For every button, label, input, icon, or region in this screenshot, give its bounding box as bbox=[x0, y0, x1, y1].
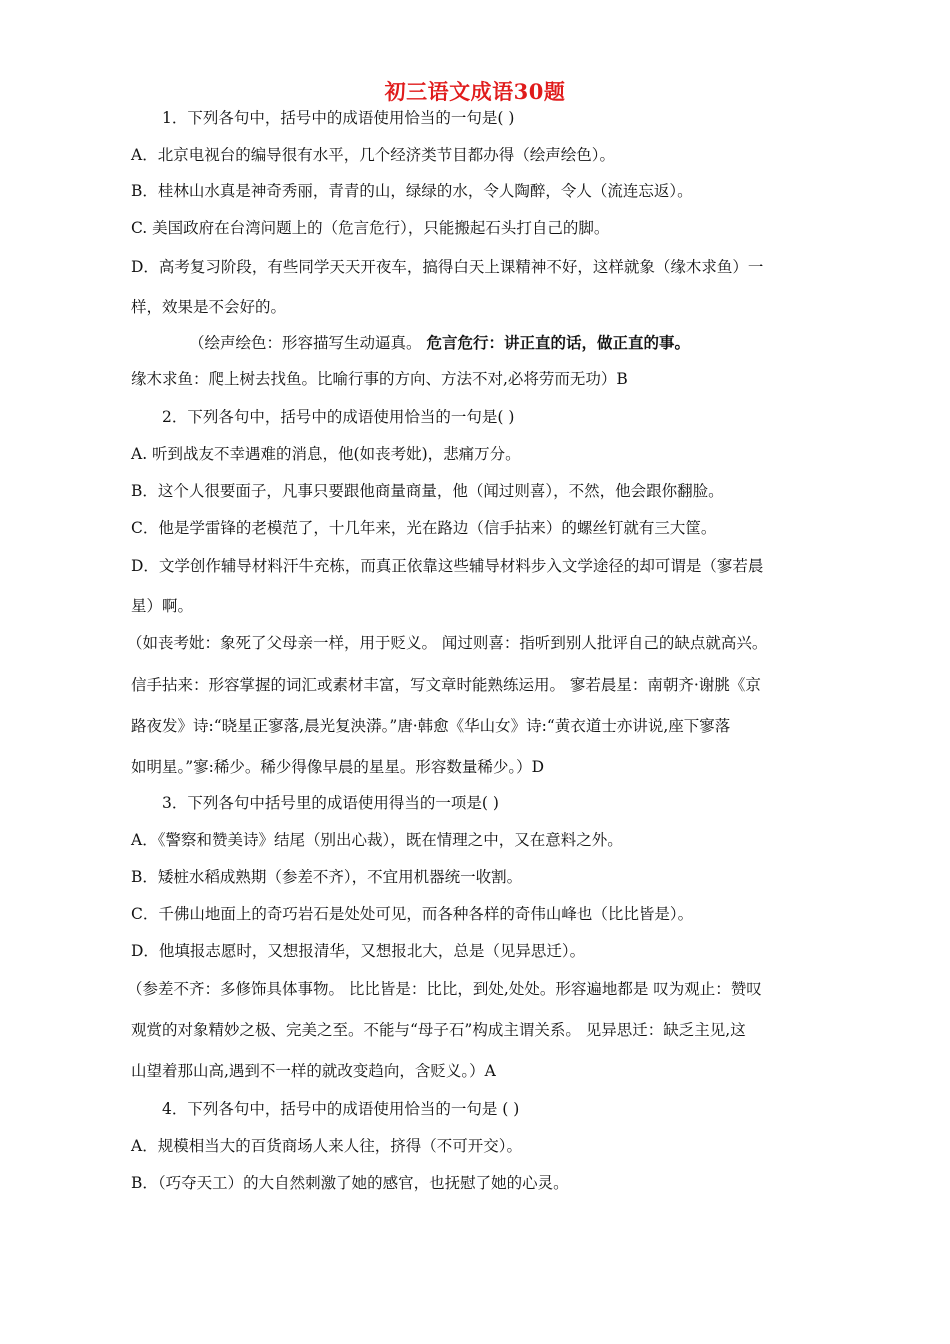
question-1-note-bold: 危言危行：讲正直的话，做正直的事。 bbox=[426, 333, 690, 352]
question-2-note: （如丧考妣：象死了父母亲一样，用于贬义。 闻过则喜：指听到别人批评自己的缺点就高兴。 bbox=[127, 634, 768, 652]
question-4-option-b: B．（巧夺天工）的大自然刺激了她的感官，也抚慰了她的心灵。 bbox=[131, 1174, 569, 1192]
question-1-stem: 1．下列各句中，括号中的成语使用恰当的一句是( ) bbox=[162, 109, 515, 127]
question-3-option-a: A．《警察和赞美诗》结尾（别出心裁），既在情理之中，又在意料之外。 bbox=[131, 831, 623, 849]
question-3-note-cont-1: 观赏的对象精妙之极、完美之至。不能与“母子石”构成主谓关系。 见异思迁：缺乏主见,这 bbox=[131, 1021, 746, 1039]
document-title: 初三语文成语30题 bbox=[384, 79, 566, 104]
question-1-note-plain: （绘声绘色：形容描写生动逼真。 bbox=[189, 334, 422, 352]
question-4-stem: 4．下列各句中，括号中的成语使用恰当的一句是 ( ) bbox=[162, 1100, 520, 1118]
question-3-option-d: D．他填报志愿时，又想报清华，又想报北大，总是（见异思迁）。 bbox=[131, 942, 586, 960]
question-2-note-cont-2: 路夜发》诗:“晓星正寥落,晨光复泱漭。”唐·韩愈《华山女》诗:“黄衣道士亦讲说,座下寥落 bbox=[131, 717, 731, 735]
question-1-option-d-cont: 样，效果是不会好的。 bbox=[131, 298, 287, 316]
question-3-note-cont-2: 山望着那山高,遇到不一样的就改变趋向，含贬义。）A bbox=[131, 1062, 496, 1080]
question-4-option-a: A．规模相当大的百货商场人来人往，挤得（不可开交）。 bbox=[131, 1137, 522, 1155]
question-2-note-cont-1: 信手拈来：形容掌握的词汇或素材丰富，写文章时能熟练运用。 寥若晨星：南朝齐·谢朓《京 bbox=[131, 676, 761, 694]
question-2-option-d-cont: 星）啊。 bbox=[131, 597, 194, 615]
question-2-option-d: D．文学创作辅导材料汗牛充栋，而真正依靠这些辅导材料步入文学途径的却可谓是（寥若晨 bbox=[131, 557, 764, 575]
question-1-option-c: C. 美国政府在台湾问题上的（危言危行），只能搬起石头打自己的脚。 bbox=[131, 219, 610, 237]
question-2-option-b: B．这个人很要面子，凡事只要跟他商量商量，他（闻过则喜），不然，他会跟你翻脸。 bbox=[131, 482, 724, 500]
question-1-note-cont: 缘木求鱼：爬上树去找鱼。比喻行事的方向、方法不对,必将劳而无功）B bbox=[131, 370, 628, 388]
question-2-option-a: A. 听到战友不幸遇难的消息，他(如丧考妣)，悲痛万分。 bbox=[131, 445, 521, 463]
question-2-note-cont-3: 如明星。”寥:稀少。稀少得像早晨的星星。形容数量稀少。）D bbox=[131, 758, 545, 776]
question-1-note bbox=[189, 333, 690, 353]
question-2-option-c: C．他是学雷锋的老模范了，十几年来，光在路边（信手拈来）的螺丝钉就有三大筐。 bbox=[131, 519, 717, 537]
question-3-option-b: B．矮桩水稻成熟期（参差不齐），不宜用机器统一收割。 bbox=[131, 868, 523, 886]
question-3-option-c: C．千佛山地面上的奇巧岩石是处处可见，而各种各样的奇伟山峰也（比比皆是）。 bbox=[131, 905, 694, 923]
question-3-note: （参差不齐：多修饰具体事物。 比比皆是：比比，到处,处处。形容遍地都是 叹为观止：赞叹 bbox=[127, 980, 762, 998]
question-1-option-a: A．北京电视台的编导很有水平，几个经济类节目都办得（绘声绘色）。 bbox=[131, 146, 615, 164]
question-3-stem: 3．下列各句中括号里的成语使用得当的一项是( ) bbox=[162, 794, 499, 812]
question-2-stem: 2．下列各句中，括号中的成语使用恰当的一句是( ) bbox=[162, 408, 515, 426]
question-1-option-d: D．高考复习阶段，有些同学天天开夜车，搞得白天上课精神不好，这样就象（缘木求鱼）一 bbox=[131, 258, 764, 276]
question-1-option-b: B．桂林山水真是神奇秀丽，青青的山，绿绿的水，令人陶醉，令人（流连忘返）。 bbox=[131, 182, 693, 200]
